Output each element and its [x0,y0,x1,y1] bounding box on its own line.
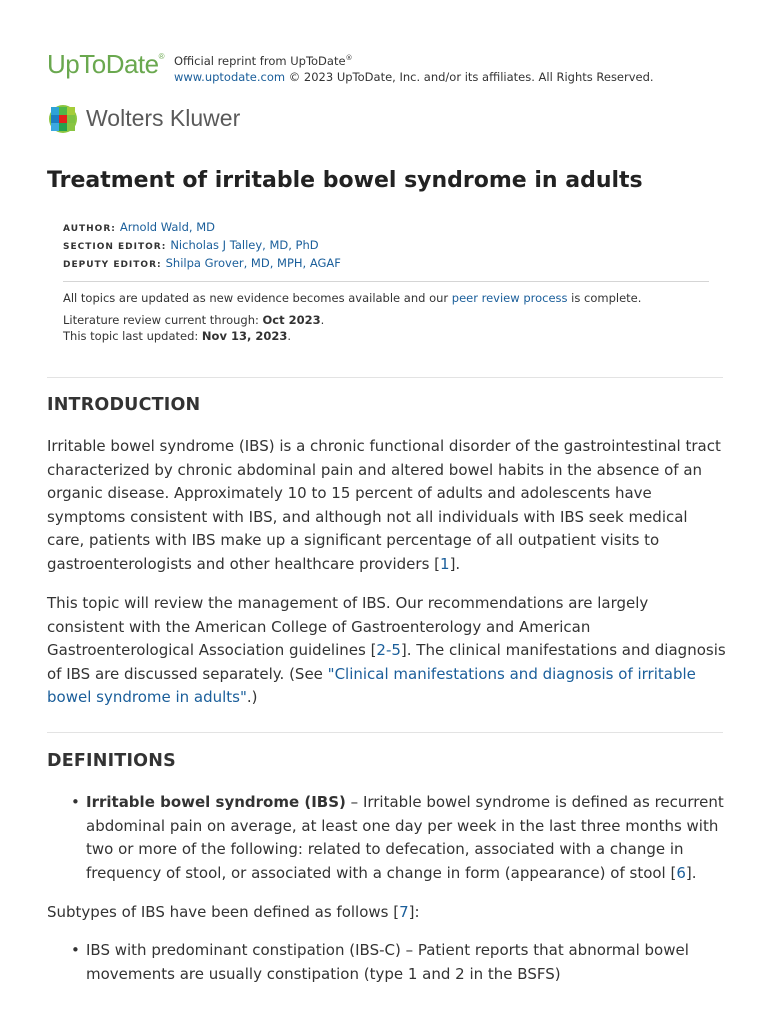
intro-p1-end: ]. [449,554,461,573]
section-editor-link[interactable]: Nicholas J Talley, MD, PhD [170,238,319,252]
wolters-kluwer-mark-icon [47,104,79,134]
uptodate-logo-reg: ® [158,52,165,62]
intro-p1-text: Irritable bowel syndrome (IBS) is a chronic functional disorder of the gastrointestinal tract characterized by chronic abdominal pain and altered bowel habits in the absence of an organic disease. Approximately 10 to 15 percent of adults and adolescents have symptoms consistent with IBS, and although not all individuals with IBS seek medical care, patients with IBS make up a significant percentage of all outpatient visits to gastroenterologists and other healthcare providers [ [47,437,721,573]
intro-p2-end: .) [246,688,258,707]
deputy-editor-link[interactable]: Shilpa Grover, MD, MPH, AGAF [165,256,341,270]
author-link[interactable]: Arnold Wald, MD [119,220,215,234]
lit-review-period: . [320,313,325,327]
lit-review-date: Oct 2023 [262,313,321,327]
subtype-text: IBS with predominant constipation (IBS-C) – Patient reports that abnormal bowel movements are usually constipation (type 1 and 2 in the BSFS) [86,941,689,983]
deputy-editor-label: DEPUTY EDITOR: [63,260,162,270]
reference-link[interactable]: 2-5 [376,641,401,660]
last-updated-label: This topic last updated: [63,329,202,343]
reprint-reg: ® [345,54,353,62]
intro-p2-text: This topic will review the management of IBS. Our recommendations are largely consistent with the American College of Gastroenterology and American Gastroenterological Association guidelines [ [47,594,649,660]
introduction-paragraph-1 [47,435,727,577]
reprint-header [47,46,727,86]
reference-link[interactable]: 1 [440,554,450,573]
review-note [63,290,709,306]
lit-review-label: Literature review current through: [63,313,263,327]
definition-end: ]. [685,863,697,882]
bullet-dot: • [71,793,80,811]
section-editor-row [63,237,709,255]
meta-divider [63,281,709,282]
definitions-heading: DEFINITIONS [47,751,176,771]
subtypes-text: Subtypes of IBS have been defined as follows [ [47,903,400,921]
peer-review-link[interactable]: peer review process [451,291,568,305]
review-note-text: All topics are updated as new evidence becomes available and our [63,291,452,305]
site-link[interactable]: www.uptodate.com [174,69,286,84]
last-updated-period: . [287,329,291,343]
section-editor-label: SECTION EDITOR: [63,242,167,252]
subtype-bullet-ibs-c [71,939,726,986]
introduction-heading: INTRODUCTION [47,395,201,415]
subtypes-end: ]: [408,903,420,921]
subtypes-intro [47,901,727,925]
last-updated-date: Nov 13, 2023 [201,329,288,343]
definition-bullet-ibs [71,791,726,885]
deputy-editor-row [63,255,709,273]
bullet-dot: • [71,941,80,959]
introduction-paragraph-2 [47,592,727,710]
reprint-notice [174,50,654,85]
copyright-line [174,69,654,85]
uptodate-logo[interactable] [47,49,164,80]
lit-review-line [63,312,709,328]
reference-link[interactable]: 7 [399,903,409,921]
wolters-kluwer-logo [47,104,267,134]
section-divider [47,732,723,733]
topic-dates [63,312,709,344]
uptodate-logo-text: UpToDate [47,49,159,79]
wolters-kluwer-text: Wolters Kluwer [86,105,241,131]
reprint-line [174,50,654,69]
reprint-text: Official reprint from UpToDate [174,53,346,68]
review-note-end: is complete. [567,291,642,305]
section-divider [47,377,723,378]
page-title: Treatment of irritable bowel syndrome in adults [47,168,643,193]
intro-p2-mid: ]. The clinical manifestations and diagnosis of IBS are discussed separately. (See [47,641,726,683]
author-label: AUTHOR: [63,224,116,234]
author-row [63,219,709,237]
related-topic-link[interactable]: "Clinical manifestations and diagnosis of irritable bowel syndrome in adults" [47,664,696,707]
copyright-text: © 2023 UpToDate, Inc. and/or its affiliates. All Rights Reserved. [285,69,654,84]
topic-meta [63,219,709,344]
reference-link[interactable]: 6 [676,863,686,882]
last-updated-line [63,328,709,344]
definition-text: – Irritable bowel syndrome is defined as recurrent abdominal pain on average, at least one day per week in the last three months with two or more of the following: related to defecation, associated with a change in frequency of stool, or associated with a change in form (appearance) of stool [ [86,793,724,882]
definition-term: Irritable bowel syndrome (IBS) [86,793,346,811]
